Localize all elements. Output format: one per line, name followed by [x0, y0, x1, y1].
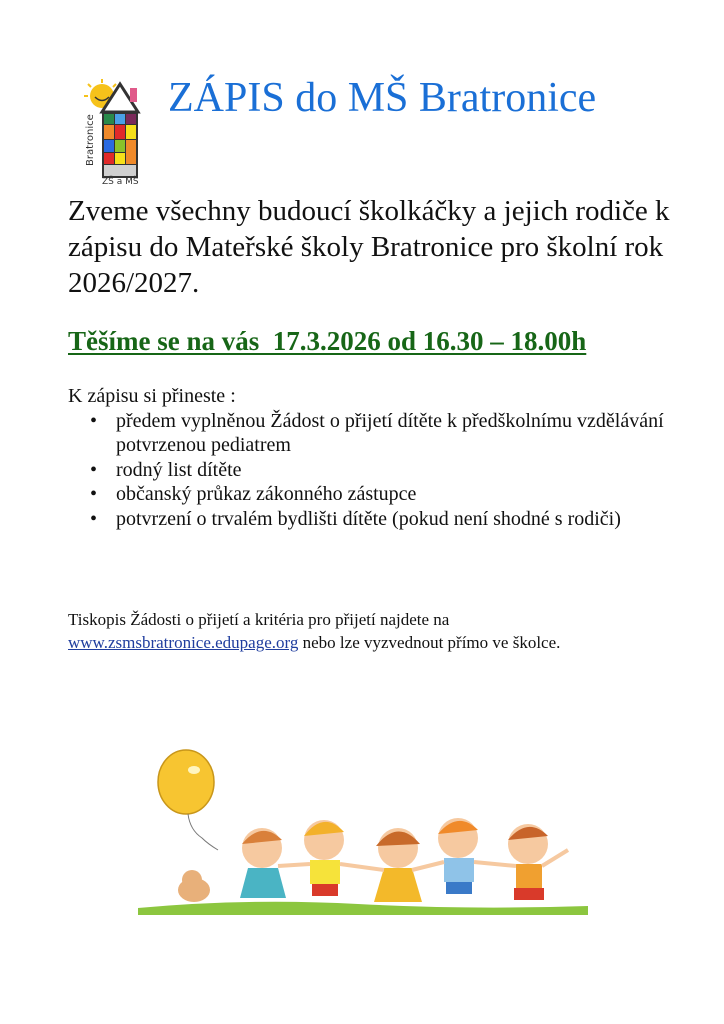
page-title: ZÁPIS do MŠ Bratronice — [168, 75, 597, 121]
footer-line-rest: nebo lze vyzvednout přímo ve školce. — [298, 633, 561, 652]
children-balloon-icon — [128, 740, 598, 920]
footer-info — [68, 608, 708, 654]
list-item: • předem vyplněnou Žádost o přijetí dítěte k předškolnímu vzdělávání potvrzenou pediatrem — [116, 409, 688, 458]
school-logo — [80, 78, 148, 186]
required-documents-list — [68, 409, 688, 532]
footer-line: Tiskopis Žádosti o přijetí a kritéria pro přijetí najdete na — [68, 610, 450, 629]
website-link[interactable]: www.zsmsbratronice.edupage.org — [68, 633, 299, 652]
school-house-logo-icon — [80, 78, 148, 186]
list-item: • potvrzení o trvalém bydlišti dítěte (pokud není shodné s rodiči) — [116, 507, 688, 532]
date-time-highlight: Těšíme se na vás 17.3.2026 od 16.30 – 18.00h — [68, 326, 587, 356]
list-item: • rodný list dítěte — [116, 458, 688, 483]
list-item: • občanský průkaz zákonného zástupce — [116, 482, 688, 507]
required-documents-heading: K zápisu si přineste : — [68, 385, 236, 407]
children-illustration — [128, 740, 598, 920]
invitation-text: Zveme všechny budoucí školkáčky a jejich rodiče k zápisu do Mateřské školy Bratronice pro školní rok 2026/2027. — [68, 195, 670, 299]
svg-text:Bratronice: Bratronice — [85, 114, 96, 166]
required-documents — [68, 384, 688, 531]
svg-text:ZŠ a MŠ: ZŠ a MŠ — [102, 177, 139, 186]
footer-line — [68, 631, 708, 654]
